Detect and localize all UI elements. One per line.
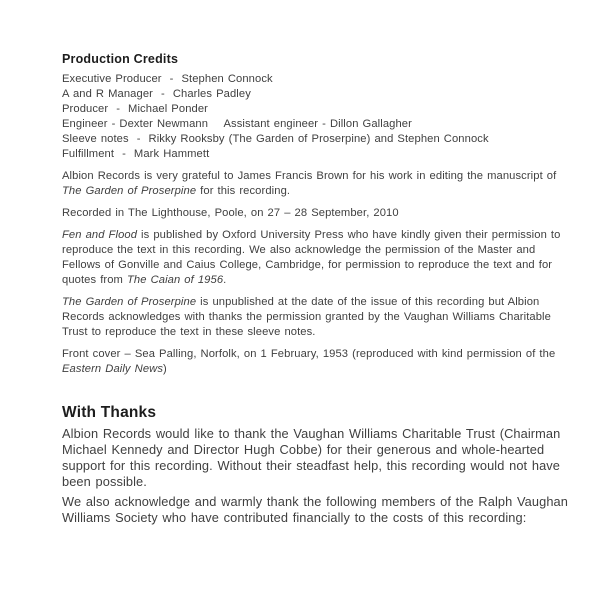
credit-line: A and R Manager - Charles Padley [62,88,251,100]
text-line [62,228,564,243]
text-segment: is published by Oxford University Press who have kindly given their permission to [137,229,561,241]
paragraph [62,494,568,526]
text-segment: Trust to reproduce the text in these sleeve notes. [62,326,316,338]
paragraph [62,347,564,377]
text-line [62,474,564,490]
italic-title-text: The Garden of Proserpine [62,296,197,308]
text-segment: reproduce the text in this recording. We also acknowledge the permission of the Master and [62,244,536,256]
credit-line: Sleeve notes - Rikky Rooksby (The Garden of Proserpine) and Stephen Connock [62,133,489,145]
credit-line: Producer - Michael Ponder [62,103,208,115]
text-line [62,243,564,258]
production-credits-heading: Production Credits [62,52,179,66]
text-segment: Williams Society who have contributed financially to the costs of this recording: [62,510,527,525]
thanks-paragraphs [62,426,568,526]
with-thanks-heading: With Thanks [62,404,157,421]
credit-line: Executive Producer - Stephen Connock [62,73,273,85]
credit-line: Engineer - Dexter Newmann Assistant engineer - Dillon Gallagher [62,118,412,130]
text-line [62,426,564,442]
production-credits-section [62,52,564,377]
text-segment: Albion Records is very grateful to James Francis Brown for his work in editing the manuscript of [62,170,557,182]
text-line [62,310,564,325]
paragraph [62,295,564,340]
credit-list [62,72,564,162]
italic-title-text: Fen and Flood [62,229,138,241]
text-line [62,206,564,221]
text-segment: We also acknowledge and warmly thank the following members of the Ralph Vaughan [62,494,568,509]
text-segment: Fellows of Gonville and Caius College, Cambridge, for permission to reproduce the text and for [62,259,553,271]
with-thanks-section [62,404,568,526]
paragraph [62,228,564,288]
text-segment: ) [163,363,167,375]
text-line [62,169,564,184]
text-segment: quotes from [62,274,127,286]
text-line [62,510,564,526]
paragraph [62,169,564,199]
text-line [62,258,564,273]
credit-paragraphs [62,169,564,377]
text-segment: support for this recording. Without their steadfast help, this recording would not have [62,458,560,473]
text-segment: Front cover – Sea Palling, Norfolk, on 1 February, 1953 (reproduced with kind permission of the [62,348,556,360]
text-line [62,325,564,340]
text-line [62,184,564,199]
text-line [62,273,564,288]
paragraph [62,426,564,490]
text-segment: Albion Records would like to thank the Vaughan Williams Charitable Trust (Chairman [62,426,561,441]
text-segment: been possible. [62,474,147,489]
text-line [62,494,568,510]
credit-line: Fulfillment - Mark Hammett [62,148,210,160]
paragraph [62,206,564,221]
italic-title-text: The Caian of 1956 [126,274,224,286]
text-line [62,362,564,377]
italic-title-text: Eastern Daily News [62,363,164,375]
text-line [62,295,564,310]
text-segment: Michael Kennedy and Director Hugh Cobbe) for their generous and whole-hearted [62,442,545,457]
text-segment: is unpublished at the date of the issue of this recording but Albion [196,296,540,308]
text-segment: Records acknowledges with thanks the permission granted by the Vaughan Williams Charitable [62,311,551,323]
text-line [62,347,564,362]
text-segment: Recorded in The Lighthouse, Poole, on 27 – 28 September, 2010 [62,207,399,219]
text-segment: . [223,274,227,286]
text-line [62,442,564,458]
italic-title-text: The Garden of Proserpine [62,185,197,197]
text-segment: for this recording. [196,185,291,197]
text-line [62,458,564,474]
